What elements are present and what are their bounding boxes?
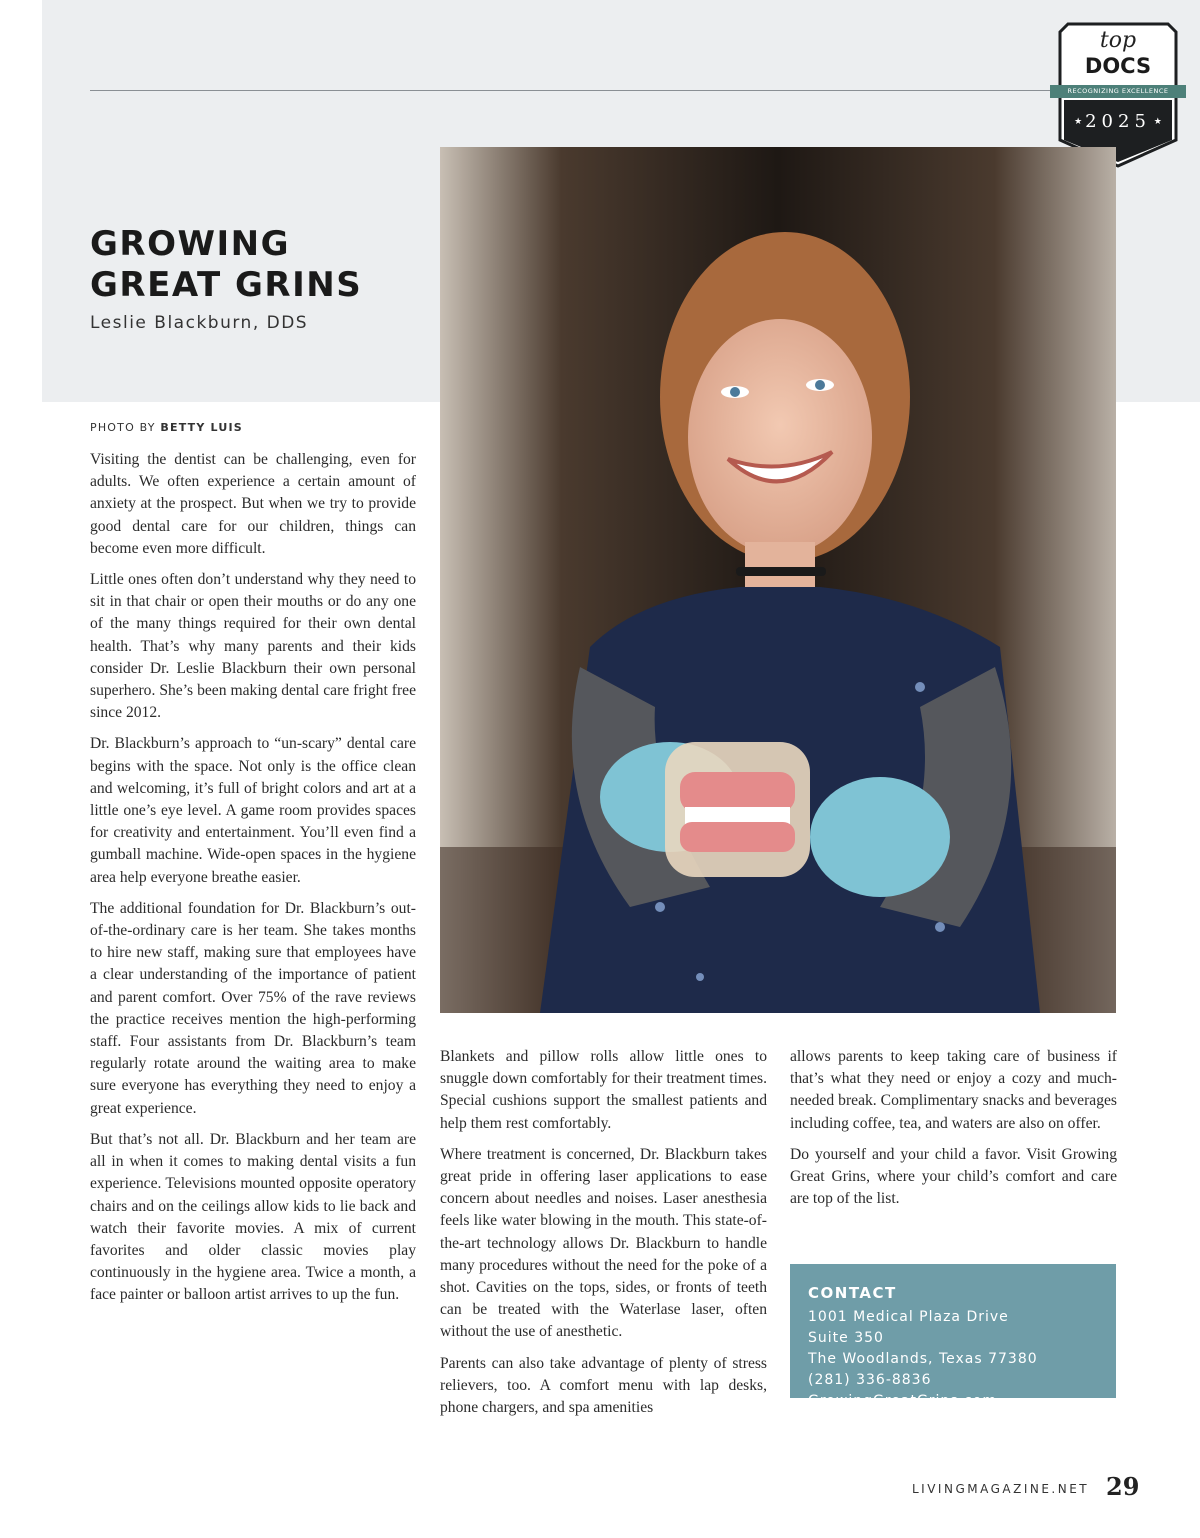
paragraph: Do yourself and your child a favor. Visit Growing Great Grins, where your child’s comfort and care are top of the list. (790, 1145, 1117, 1208)
article-subtitle: Leslie Blackburn, DDS (90, 313, 309, 333)
star-icon: ★ (1074, 117, 1086, 127)
badge-year: ★ 2025 ★ (1074, 111, 1162, 132)
contact-box (790, 1264, 1116, 1409)
paragraph: Little ones often don’t understand why they need to sit in that chair or open their mouths or do any one of the many things required for their own dental health. That’s why many parents and their kids consider Dr. Leslie Blackburn their own personal superhero. She’s been making dental care fright free since 2012. (90, 571, 416, 722)
paragraph: The additional foundation for Dr. Blackburn’s out-of-the-ordinary care is her team. She takes months to hire new staff, making sure that employees have a clear understanding of the importance of patient and parent comfort. Over 75% of the rave reviews the practice receives mention the high-performing staff. Four assistants from Dr. Blackburn’s team regularly rotate around the waiting area to make sure everyone has everything they need to enjoy a great experience. (90, 899, 416, 1117)
article-title (90, 224, 430, 306)
title-line-2: GREAT GRINS (90, 265, 363, 305)
article-column-1 (90, 449, 416, 1316)
badge-ribbon-text: RECOGNIZING EXCELLENCE (1067, 87, 1169, 95)
paragraph: allows parents to keep taking care of business if that’s what they need or enjoy a cozy and much-needed break. Complimentary snacks and beverages including coffee, tea, and waters are also on offer. (790, 1048, 1117, 1132)
page-number: 29 (1106, 1472, 1140, 1501)
photographer-name: BETTY LUIS (160, 421, 243, 434)
contact-city: The Woodlands, Texas 77380 (808, 1351, 1038, 1367)
paragraph: Parents can also take advantage of plenty of stress relievers, too. A comfort menu with lap desks, phone chargers, and spa amenities (440, 1354, 767, 1417)
paragraph: Visiting the dentist can be challenging, even for adults. We often experience a certain amount of anxiety at the prospect. But when we try to provide good dental care for our children, things can become even more difficult. (90, 451, 416, 557)
photo-credit (90, 421, 243, 434)
star-icon: ★ (1150, 117, 1162, 127)
title-line-1: GROWING (90, 224, 291, 264)
paragraph: Where treatment is concerned, Dr. Blackburn takes great pride in offering laser applications to ease concern about needles and noises. Laser anesthesia feels like water blowing in the mouth. This state-of-the-art technology allows Dr. Blackburn to handle many procedures without the need for the poke of a shot. Cavities on the tops, sides, or fronts of teeth can be treated with the Waterlase laser, often without the use of anesthetic. (440, 1145, 767, 1341)
article-column-3 (790, 1046, 1117, 1219)
contact-address-line-2: Suite 350 (808, 1330, 884, 1346)
contact-website-link[interactable]: GrowingGreatGrins.com (808, 1393, 997, 1409)
contact-heading: CONTACT (808, 1284, 897, 1302)
portrait-photo (440, 147, 1116, 1013)
paragraph: Blankets and pillow rolls allow little ones to snuggle down comfortably for their treatment times. Special cushions support the smallest patients and help them rest comfortably. (440, 1048, 767, 1132)
photo-credit-label: PHOTO BY (90, 421, 156, 434)
paragraph: But that’s not all. Dr. Blackburn and her team are all in when it comes to making dental visits a fun experience. Televisions mounted opposite operatory chairs and on the ceilings allow kids to lie back and watch their favorite movies. A mix of current favorites and older classic movies play continuously in the hygiene area. Twice a month, a face painter or balloon artist arrives to up the fun. (90, 1130, 416, 1304)
contact-address-line-1: 1001 Medical Plaza Drive (808, 1309, 1009, 1325)
header-rule (90, 90, 1070, 91)
contact-phone[interactable]: (281) 336-8836 (808, 1372, 932, 1388)
paragraph: Dr. Blackburn’s approach to “un-scary” dental care begins with the space. Not only is the office clean and welcoming, it’s full of bright colors and art at a little one’s eye level. A game room provides spaces for creativity and entertainment. You’ll even find a gumball machine. Wide-open spaces in the hygiene area help everyone breathe easier. (90, 735, 416, 886)
footer-site[interactable]: LIVINGMAGAZINE.NET (912, 1482, 1090, 1496)
badge-docs-text: DOCS (1084, 54, 1152, 78)
article-column-2 (440, 1046, 767, 1428)
badge-top-text: top (1099, 28, 1137, 53)
portrait-photo-icon (440, 147, 1116, 1013)
